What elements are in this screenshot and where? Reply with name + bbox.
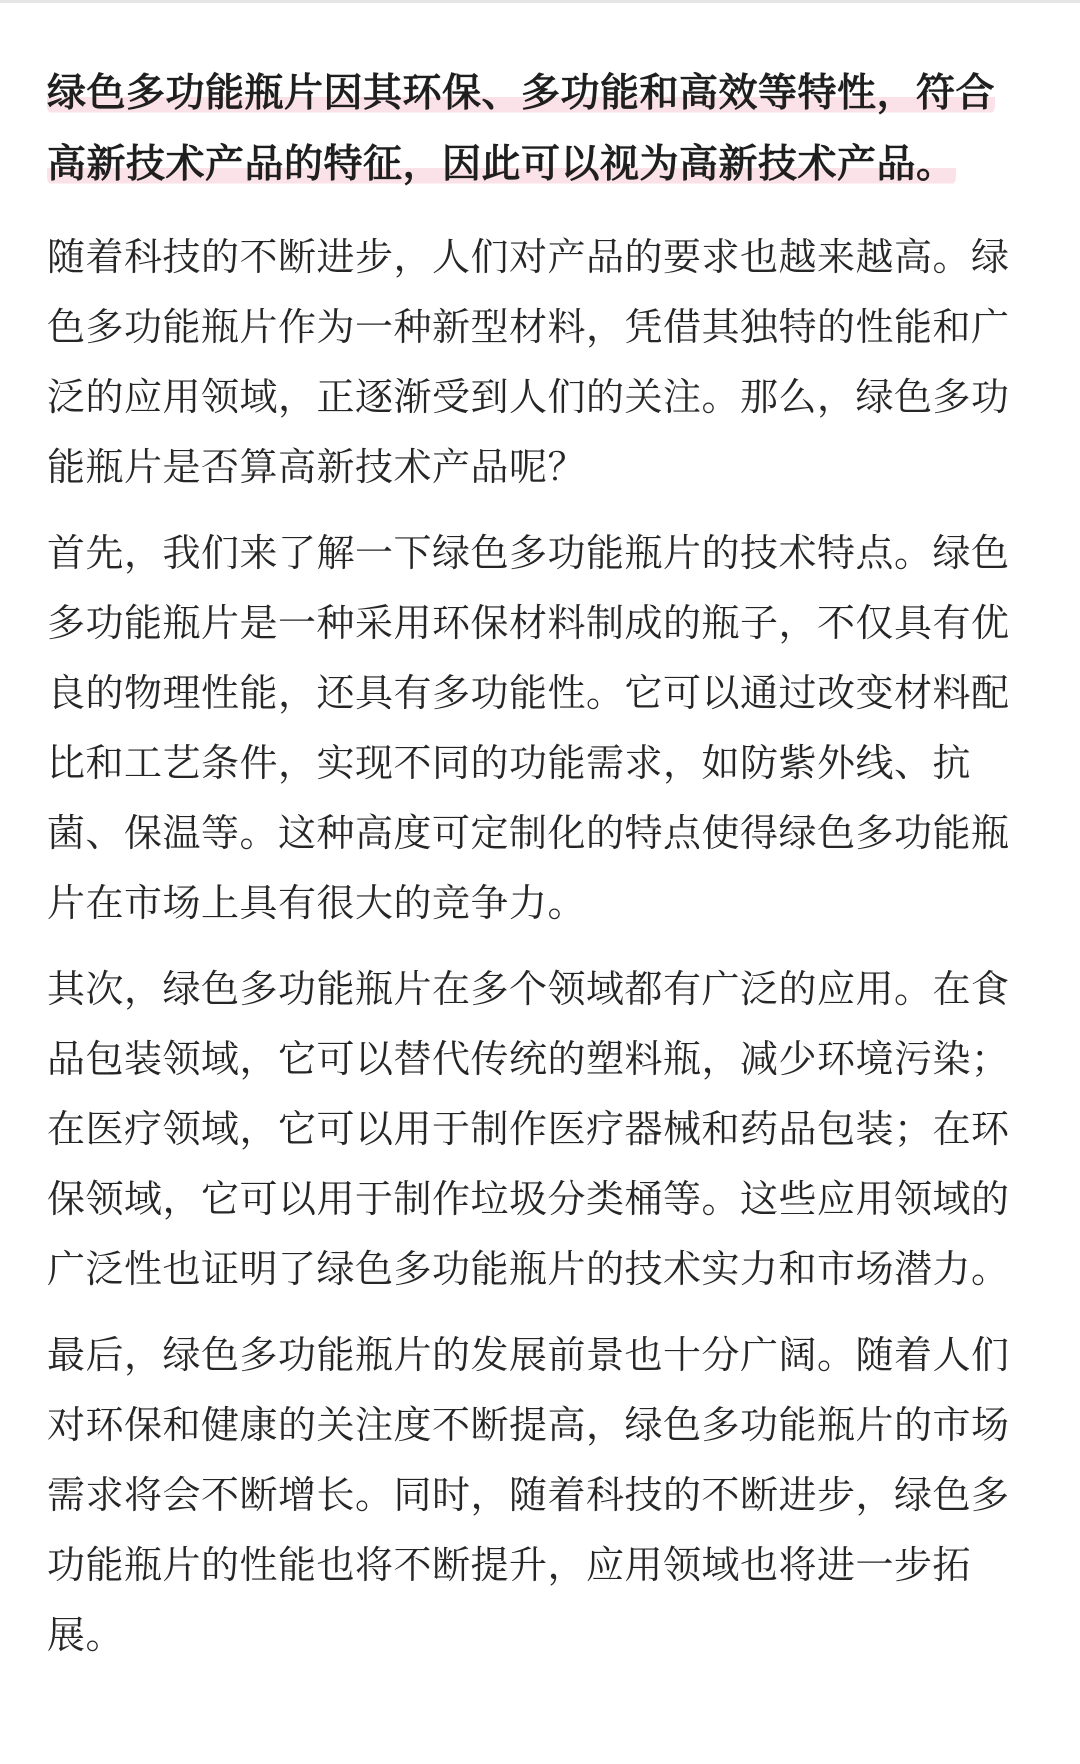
paragraph-intro: 随着科技的不断进步，人们对产品的要求也越来越高。绿色多功能瓶片作为一种新型材料，凭借其独特的性能和广泛的应用领域，正逐渐受到人们的关注。那么，绿色多功能瓶片是否算高新技术产品呢？ [47,235,1010,489]
paragraph-applications: 其次，绿色多功能瓶片在多个领域都有广泛的应用。在食品包装领域，它可以替代传统的塑料瓶，减少环境污染；在医疗领域，它可以用于制作医疗器械和药品包装；在环保领域，它可以用于制作垃圾分类桶等。这些应用领域的广泛性也证明了绿色多功能瓶片的技术实力和市场潜力。 [47,967,1010,1291]
highlighted-summary [47,58,1033,200]
top-divider [0,0,1080,3]
paragraph-outlook: 最后，绿色多功能瓶片的发展前景也十分广阔。随着人们对环保和健康的关注度不断提高，绿色多功能瓶片的市场需求将会不断增长。同时，随着科技的不断进步，绿色多功能瓶片的性能也将不断提升，应用领域也将进一步拓展。 [47,1333,1010,1657]
article-body [47,58,1033,1686]
summary-highlight-text: 绿色多功能瓶片因其环保、多功能和高效等特性，符合高新技术产品的特征，因此可以视为高新技术产品。 [47,71,996,187]
paragraph-tech-features: 首先，我们来了解一下绿色多功能瓶片的技术特点。绿色多功能瓶片是一种采用环保材料制成的瓶子，不仅具有优良的物理性能，还具有多功能性。它可以通过改变材料配比和工艺条件，实现不同的功能需求，如防紫外线、抗菌、保温等。这种高度可定制化的特点使得绿色多功能瓶片在市场上具有很大的竞争力。 [47,531,1010,925]
